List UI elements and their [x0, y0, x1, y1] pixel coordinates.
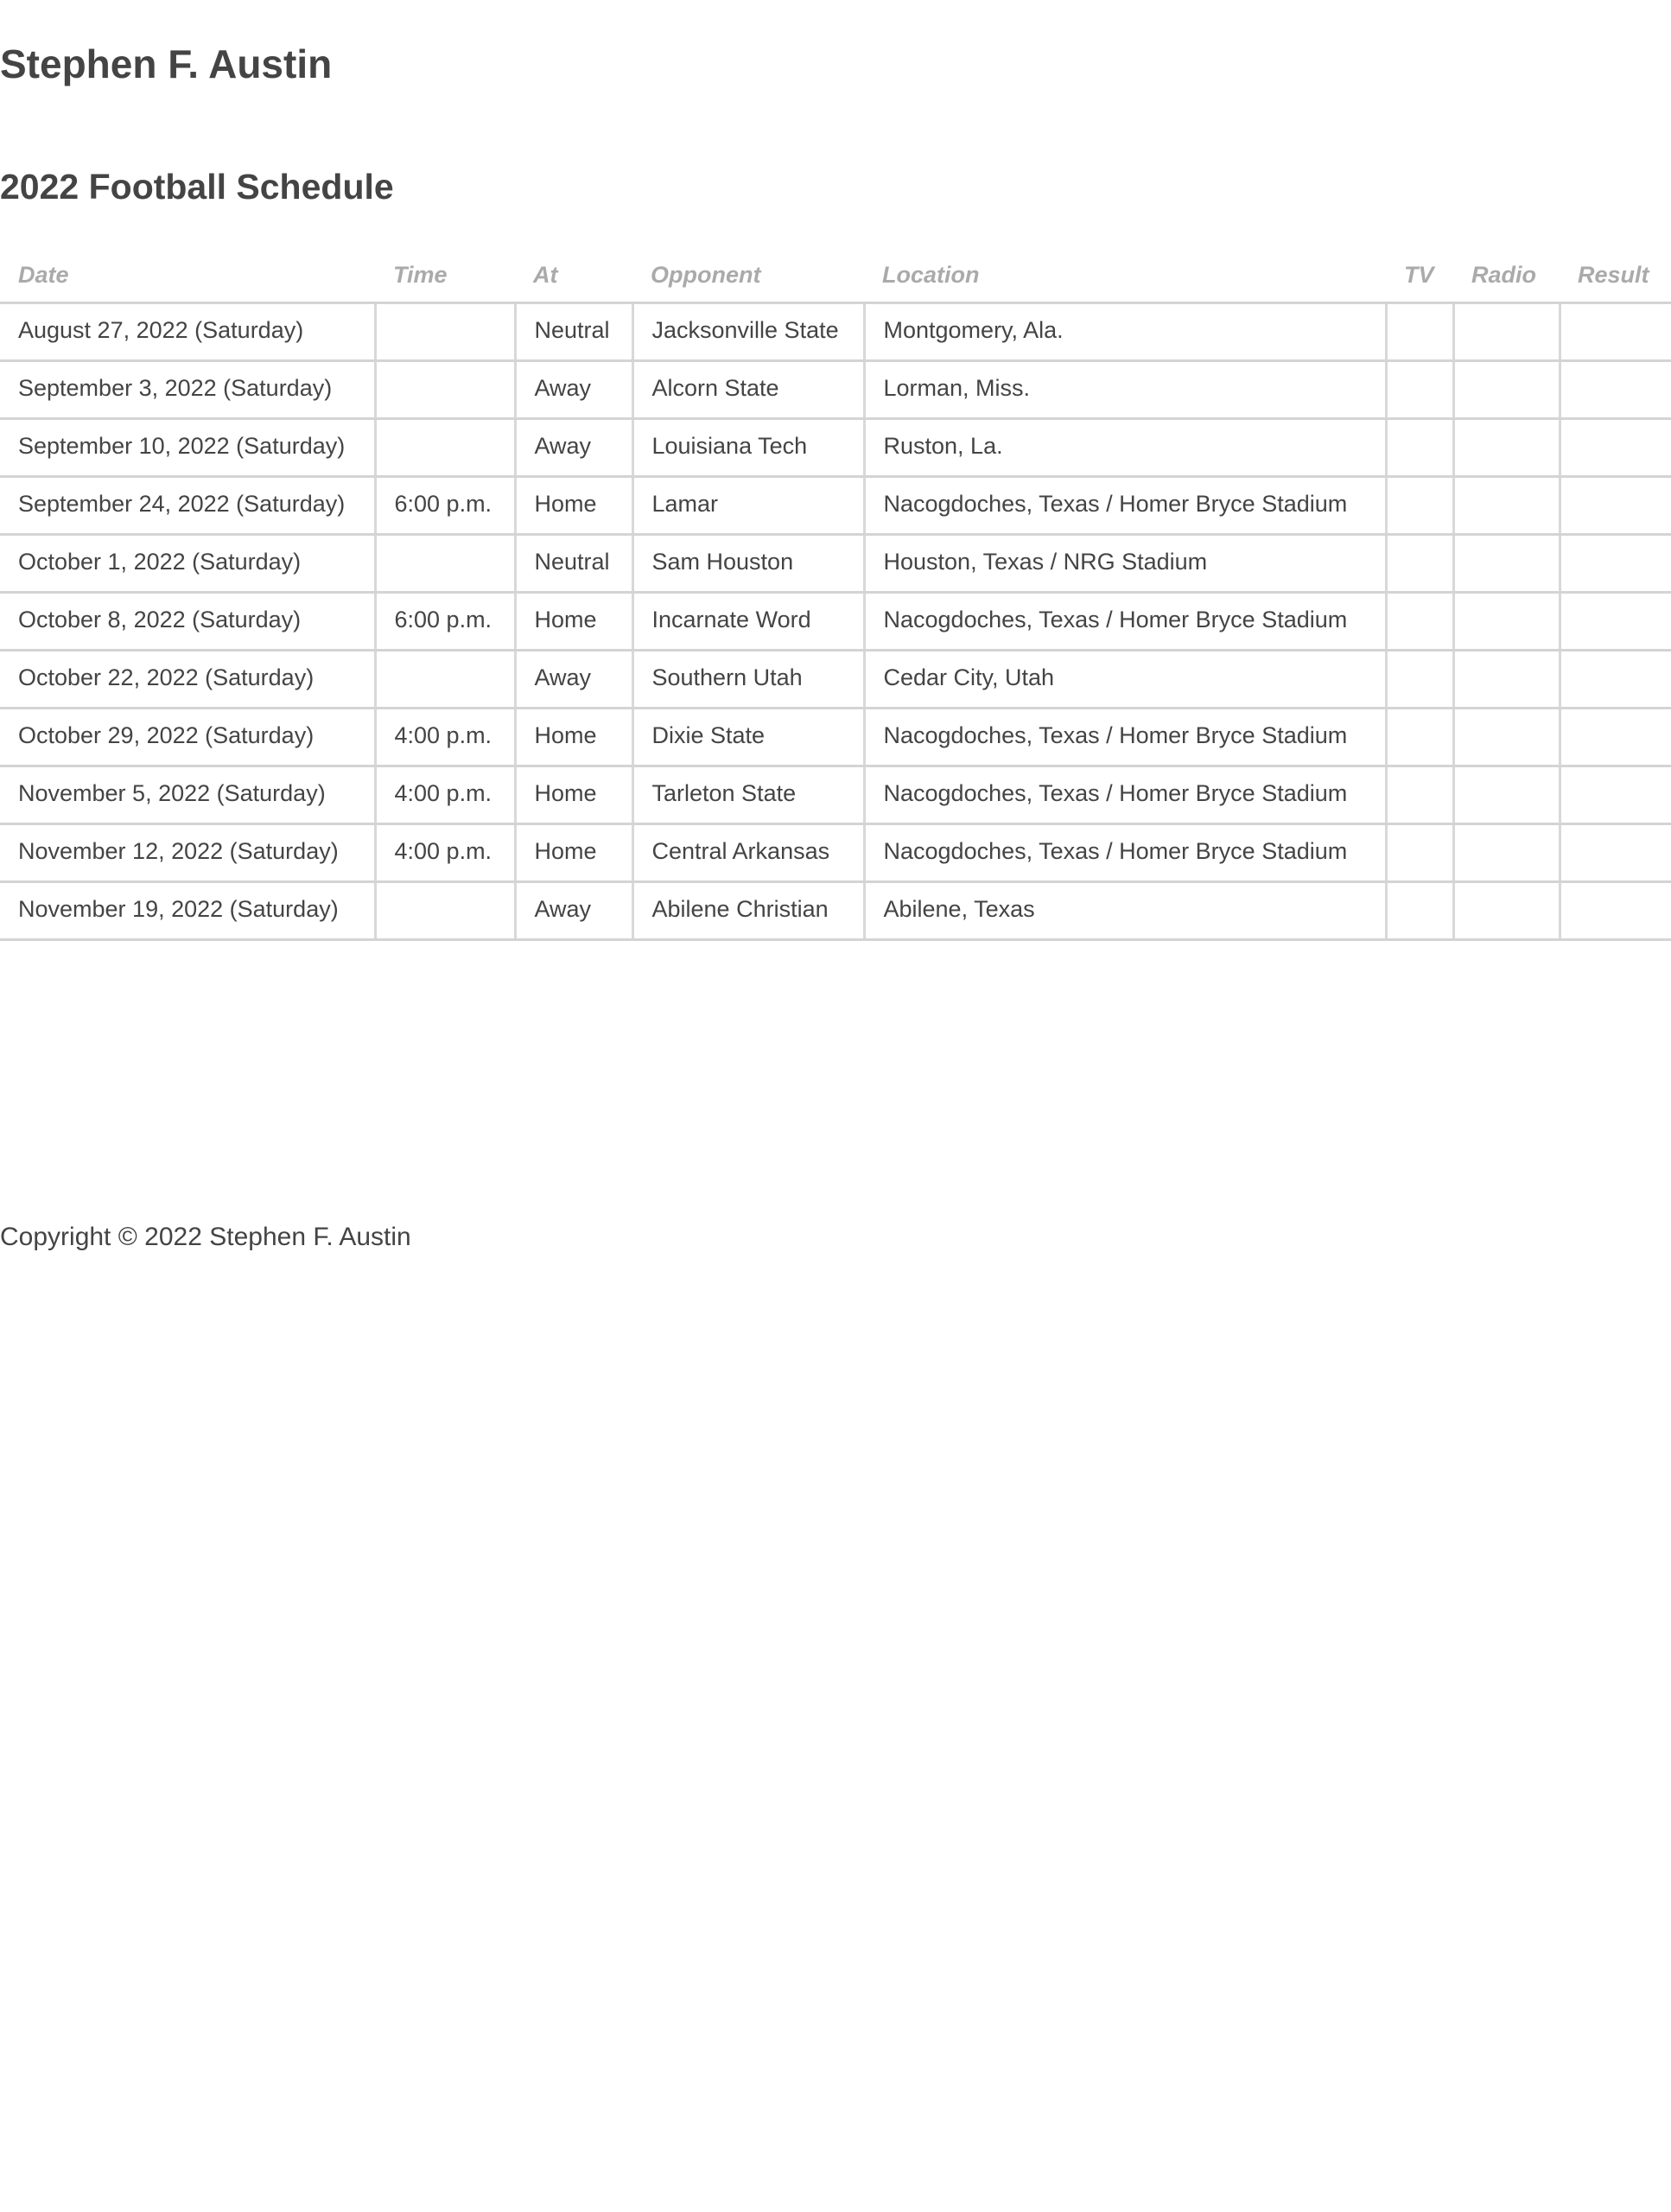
cell-location: Montgomery, Ala. [864, 303, 1386, 361]
table-row [0, 709, 1671, 766]
footer-copyright: Copyright © 2022 Stephen F. Austin [0, 1223, 411, 1251]
cell-location: Lorman, Miss. [864, 361, 1386, 419]
cell-radio [1453, 303, 1560, 361]
cell-at: Neutral [515, 303, 632, 361]
cell-opponent: Incarnate Word [632, 593, 864, 651]
cell-date: October 22, 2022 (Saturday) [0, 651, 375, 709]
cell-location: Nacogdoches, Texas / Homer Bryce Stadium [864, 477, 1386, 535]
cell-tv [1386, 593, 1453, 651]
header-tv: TV [1386, 251, 1453, 303]
cell-tv [1386, 709, 1453, 766]
table-row [0, 766, 1671, 824]
table-header-row [0, 251, 1671, 303]
cell-date: August 27, 2022 (Saturday) [0, 303, 375, 361]
cell-date: November 19, 2022 (Saturday) [0, 882, 375, 940]
cell-time [375, 535, 515, 593]
cell-at: Home [515, 593, 632, 651]
cell-time: 4:00 p.m. [375, 824, 515, 882]
cell-time: 4:00 p.m. [375, 709, 515, 766]
cell-tv [1386, 882, 1453, 940]
cell-opponent: Sam Houston [632, 535, 864, 593]
site-title: Stephen F. Austin [0, 41, 333, 86]
table-row [0, 419, 1671, 477]
cell-radio [1453, 593, 1560, 651]
cell-opponent: Lamar [632, 477, 864, 535]
cell-location: Ruston, La. [864, 419, 1386, 477]
table-row [0, 477, 1671, 535]
header-at: At [515, 251, 632, 303]
cell-radio [1453, 419, 1560, 477]
cell-time [375, 419, 515, 477]
cell-result [1560, 361, 1671, 419]
cell-date: October 1, 2022 (Saturday) [0, 535, 375, 593]
cell-radio [1453, 361, 1560, 419]
cell-tv [1386, 419, 1453, 477]
header-time: Time [375, 251, 515, 303]
cell-date: November 5, 2022 (Saturday) [0, 766, 375, 824]
cell-date: September 10, 2022 (Saturday) [0, 419, 375, 477]
cell-result [1560, 709, 1671, 766]
cell-result [1560, 824, 1671, 882]
cell-opponent: Southern Utah [632, 651, 864, 709]
cell-radio [1453, 824, 1560, 882]
cell-result [1560, 419, 1671, 477]
table-row [0, 593, 1671, 651]
cell-location: Nacogdoches, Texas / Homer Bryce Stadium [864, 824, 1386, 882]
cell-result [1560, 651, 1671, 709]
cell-time [375, 651, 515, 709]
cell-opponent: Abilene Christian [632, 882, 864, 940]
page-title: 2022 Football Schedule [0, 167, 394, 207]
table-row [0, 535, 1671, 593]
cell-result [1560, 535, 1671, 593]
cell-at: Away [515, 882, 632, 940]
cell-at: Away [515, 361, 632, 419]
cell-date: September 24, 2022 (Saturday) [0, 477, 375, 535]
cell-radio [1453, 477, 1560, 535]
cell-time [375, 882, 515, 940]
cell-at: Away [515, 419, 632, 477]
cell-opponent: Tarleton State [632, 766, 864, 824]
cell-date: September 3, 2022 (Saturday) [0, 361, 375, 419]
cell-at: Home [515, 766, 632, 824]
cell-date: October 29, 2022 (Saturday) [0, 709, 375, 766]
cell-opponent: Jacksonville State [632, 303, 864, 361]
cell-result [1560, 882, 1671, 940]
cell-tv [1386, 651, 1453, 709]
cell-location: Nacogdoches, Texas / Homer Bryce Stadium [864, 709, 1386, 766]
cell-opponent: Alcorn State [632, 361, 864, 419]
cell-result [1560, 477, 1671, 535]
cell-result [1560, 593, 1671, 651]
cell-tv [1386, 303, 1453, 361]
table-row [0, 824, 1671, 882]
schedule-body [0, 303, 1671, 940]
cell-time: 6:00 p.m. [375, 593, 515, 651]
header-opponent: Opponent [632, 251, 864, 303]
cell-at: Neutral [515, 535, 632, 593]
header-date: Date [0, 251, 375, 303]
cell-location: Abilene, Texas [864, 882, 1386, 940]
cell-radio [1453, 882, 1560, 940]
cell-at: Home [515, 709, 632, 766]
cell-location: Nacogdoches, Texas / Homer Bryce Stadium [864, 593, 1386, 651]
cell-time: 6:00 p.m. [375, 477, 515, 535]
cell-time [375, 303, 515, 361]
cell-location: Nacogdoches, Texas / Homer Bryce Stadium [864, 766, 1386, 824]
header-location: Location [864, 251, 1386, 303]
cell-opponent: Louisiana Tech [632, 419, 864, 477]
cell-at: Home [515, 824, 632, 882]
cell-location: Cedar City, Utah [864, 651, 1386, 709]
cell-time [375, 361, 515, 419]
cell-tv [1386, 361, 1453, 419]
cell-radio [1453, 709, 1560, 766]
table-row [0, 882, 1671, 940]
header-result: Result [1560, 251, 1671, 303]
schedule-table [0, 251, 1671, 941]
table-row [0, 361, 1671, 419]
cell-radio [1453, 766, 1560, 824]
cell-date: November 12, 2022 (Saturday) [0, 824, 375, 882]
cell-result [1560, 303, 1671, 361]
cell-at: Home [515, 477, 632, 535]
cell-location: Houston, Texas / NRG Stadium [864, 535, 1386, 593]
cell-at: Away [515, 651, 632, 709]
cell-tv [1386, 535, 1453, 593]
cell-date: October 8, 2022 (Saturday) [0, 593, 375, 651]
cell-opponent: Dixie State [632, 709, 864, 766]
table-row [0, 303, 1671, 361]
cell-time: 4:00 p.m. [375, 766, 515, 824]
header-radio: Radio [1453, 251, 1560, 303]
cell-result [1560, 766, 1671, 824]
cell-tv [1386, 477, 1453, 535]
cell-opponent: Central Arkansas [632, 824, 864, 882]
cell-tv [1386, 766, 1453, 824]
cell-tv [1386, 824, 1453, 882]
cell-radio [1453, 651, 1560, 709]
table-row [0, 651, 1671, 709]
cell-radio [1453, 535, 1560, 593]
